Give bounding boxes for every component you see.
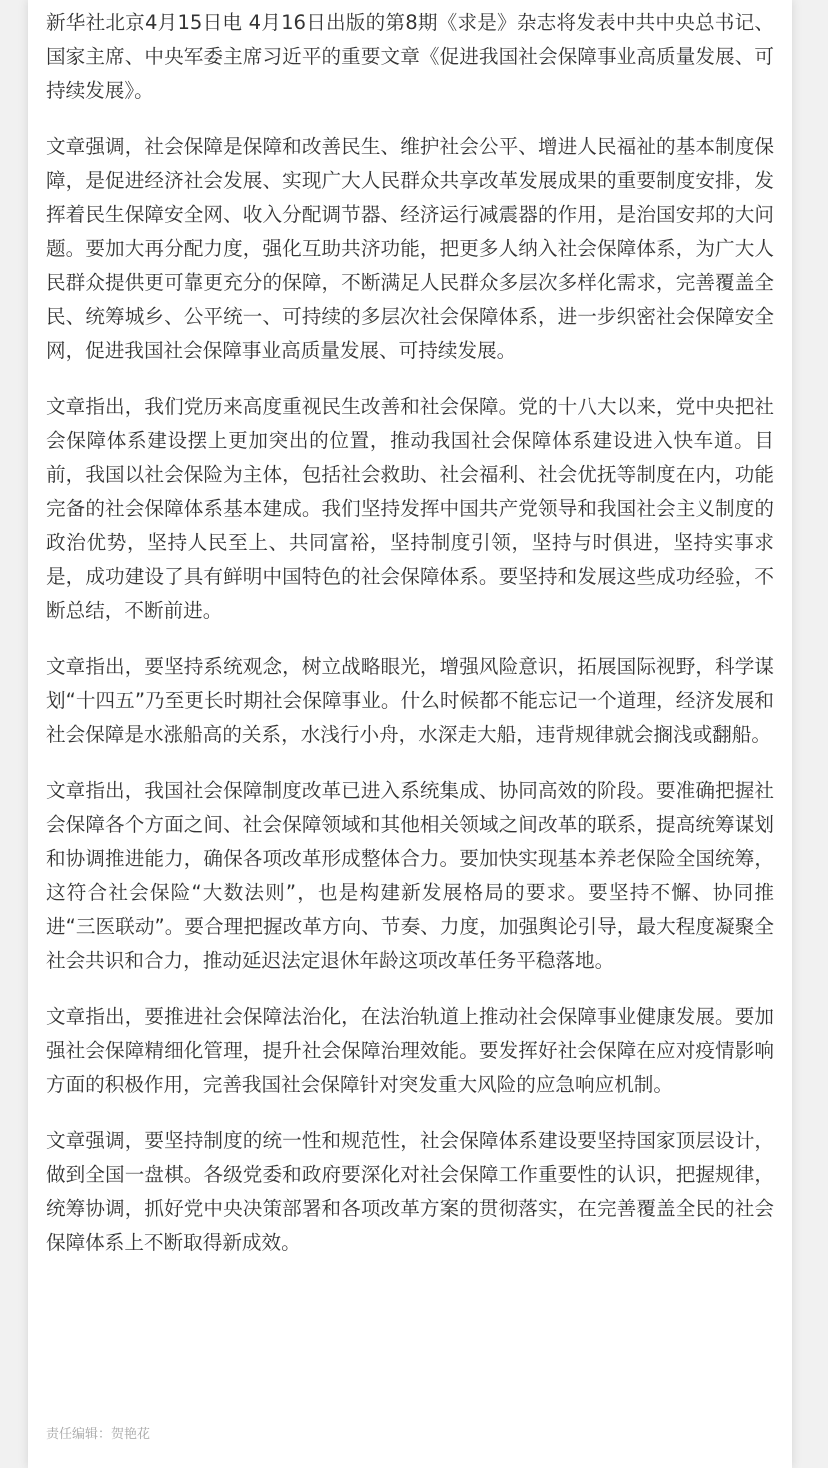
article-paragraph: 文章强调，要坚持制度的统一性和规范性，社会保障体系建设要坚持国家顶层设计，做到全国一盘棋。各级党委和政府要深化对社会保障工作重要性的认识，把握规律，统筹协调，抓好党中央决策部署和各项改革方案的贯彻落实，在完善覆盖全民的社会保障体系上不断取得新成效。 bbox=[46, 1129, 774, 1254]
article-paragraph: 文章指出，要坚持系统观念，树立战略眼光，增强风险意识，拓展国际视野，科学谋划“十四五”乃至更长时期社会保障事业。什么时候都不能忘记一个道理，经济发展和社会保障是水涨船高的关系，水浅行小舟，水深走大船，违背规律就会搁浅或翻船。 bbox=[46, 655, 774, 746]
responsible-editor: 责任编辑：贺艳花 bbox=[46, 1427, 151, 1442]
article-paragraph: 文章指出，要推进社会保障法治化，在法治轨道上推动社会保障事业健康发展。要加强社会保障精细化管理，提升社会保障治理效能。要发挥好社会保障在应对疫情影响方面的积极作用，完善我国社会保障针对突发重大风险的应急响应机制。 bbox=[46, 1005, 774, 1096]
article-paragraph: 新华社北京4月15日电 4月16日出版的第8期《求是》杂志将发表中共中央总书记、国家主席、中央军委主席习近平的重要文章《促进我国社会保障事业高质量发展、可持续发展》。 bbox=[46, 11, 774, 102]
article-page bbox=[28, 0, 792, 1468]
article-paragraph: 文章指出，我们党历来高度重视民生改善和社会保障。党的十八大以来，党中央把社会保障体系建设摆上更加突出的位置，推动我国社会保障体系建设进入快车道。目前，我国以社会保险为主体，包括社会救助、社会福利、社会优抚等制度在内，功能完备的社会保障体系基本建成。我们坚持发挥中国共产党领导和我国社会主义制度的政治优势，坚持人民至上、共同富裕，坚持制度引领，坚持与时俱进，坚持实事求是，成功建设了具有鲜明中国特色的社会保障体系。要坚持和发展这些成功经验，不断总结，不断前进。 bbox=[46, 395, 774, 622]
article-body bbox=[46, 6, 774, 1282]
article-paragraph: 文章强调，社会保障是保障和改善民生、维护社会公平、增进人民福祉的基本制度保障，是促进经济社会发展、实现广大人民群众共享改革发展成果的重要制度安排，发挥着民生保障安全网、收入分配调节器、经济运行减震器的作用，是治国安邦的大问题。要加大再分配力度，强化互助共济功能，把更多人纳入社会保障体系，为广大人民群众提供更可靠更充分的保障，不断满足人民群众多层次多样化需求，完善覆盖全民、统筹城乡、公平统一、可持续的多层次社会保障体系，进一步织密社会保障安全网，促进我国社会保障事业高质量发展、可持续发展。 bbox=[46, 135, 774, 362]
article-paragraph: 文章指出，我国社会保障制度改革已进入系统集成、协同高效的阶段。要准确把握社会保障各个方面之间、社会保障领域和其他相关领域之间改革的联系，提高统筹谋划和协调推进能力，确保各项改革形成整体合力。要加快实现基本养老保险全国统筹，这符合社会保险“大数法则”，也是构建新发展格局的要求。要坚持不懈、协同推进“三医联动”。要合理把握改革方向、节奏、力度，加强舆论引导，最大程度凝聚全社会共识和合力，推动延迟法定退休年龄这项改革任务平稳落地。 bbox=[46, 779, 774, 972]
